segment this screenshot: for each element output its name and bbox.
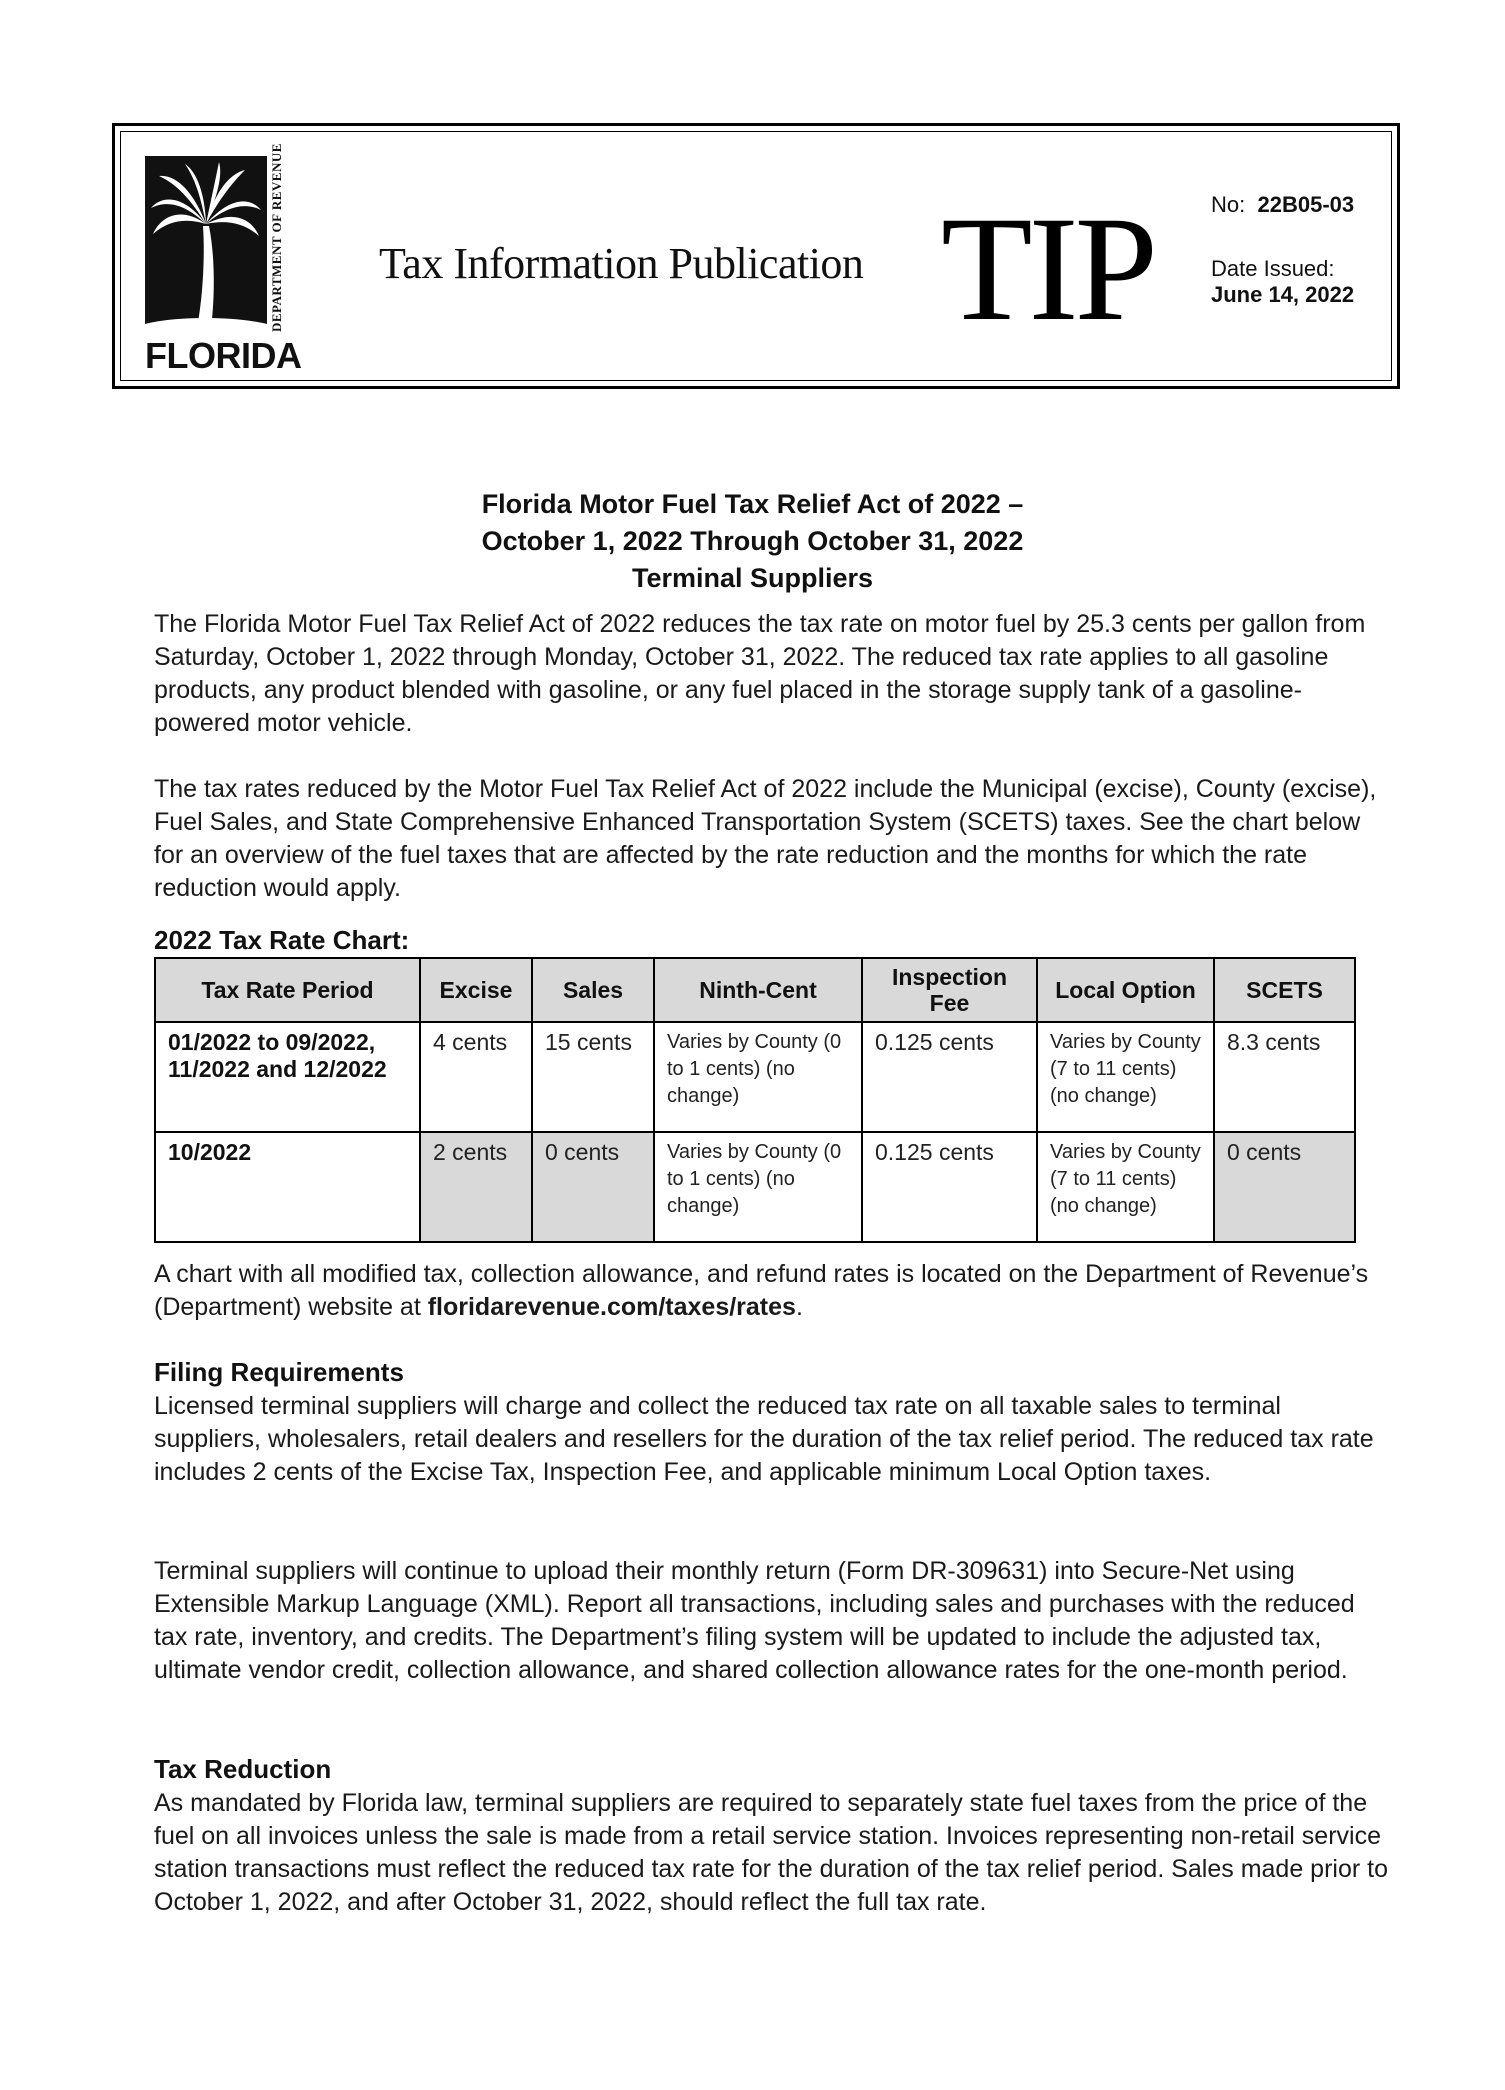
filing-paragraph-2: Terminal suppliers will continue to upload their monthly return (Form DR-309631) into Secure-Net using Extensible Markup Language (XML). Report all transactions, including sales and purchases with the reduced tax rate, inventory, and credits. The Department’s filing system will be updated to include the adjusted tax, ultimate vendor credit, collection allowance, and shared collection allowance rates for the one-month period.: [154, 1557, 1355, 1684]
number-value: 22B05-03: [1257, 192, 1355, 217]
column-header: Sales: [532, 958, 654, 1022]
chart-heading: 2022 Tax Rate Chart:: [154, 925, 410, 955]
intro-paragraph-2: The tax rates reduced by the Motor Fuel Tax Relief Act of 2022 include the Municipal (excise), County (excise), Fuel Sales, and State Comprehensive Enhanced Transportation System (SCETS) taxes. See the chart below for an overview of the fuel taxes that are affected by the rate reduction and the months for which the rate reduction would apply.: [154, 775, 1377, 902]
rates-link-text: A chart with all modified tax, collection allowance, and refund rates is located on the Department of Revenue’s (Department) website at: [154, 1260, 1369, 1321]
scets-cell: 0 cents: [1214, 1132, 1355, 1242]
rates-link-end: .: [795, 1293, 803, 1321]
column-header: Inspection Fee: [862, 958, 1037, 1022]
logo-florida-word: FLORIDA: [145, 335, 302, 376]
column-header: Ninth-Cent: [654, 958, 862, 1022]
scets-cell: 8.3 cents: [1214, 1022, 1355, 1132]
excise-cell: 4 cents: [420, 1022, 532, 1132]
title-line-1: Florida Motor Fuel Tax Relief Act of 2022 –: [481, 489, 1024, 519]
rates-link-paragraph: [154, 1258, 1394, 1324]
title-line-3: Terminal Suppliers: [631, 563, 874, 593]
column-header: Tax Rate Period: [155, 958, 420, 1022]
publication-meta: [1211, 192, 1354, 308]
florida-dor-logo: [145, 143, 309, 376]
tax-reduction-paragraph: As mandated by Florida law, terminal suppliers are required to separately state fuel taxes from the price of the fuel on all invoices unless the sale is made from a retail service station. Invoices representing non-retail service station transactions must reflect the reduced tax rate for the duration of the tax relief period. Sales made prior to October 1, 2022, and after October 31, 2022, should reflect the full tax rate.: [154, 1789, 1388, 1916]
number-label: No:: [1211, 192, 1246, 217]
ninth-cent-cell: Varies by County (0 to 1 cents) (no change): [654, 1132, 862, 1242]
intro-paragraph-1: The Florida Motor Fuel Tax Relief Act of 2022 reduces the tax rate on motor fuel by 25.3 cents per gallon from Saturday, October 1, 2022 through Monday, October 31, 2022. The reduced tax rate applies to all gasoline products, any product blended with gasoline, or any fuel placed in the storage supply tank of a gasoline-powered motor vehicle.: [154, 610, 1366, 737]
tax-reduction-heading: Tax Reduction: [154, 1754, 332, 1784]
period-cell: 01/2022 to 09/2022, 11/2022 and 12/2022: [155, 1022, 420, 1132]
ninth-cent-cell: Varies by County (0 to 1 cents) (no change): [654, 1022, 862, 1132]
tip-header: [112, 123, 1400, 389]
date-value: June 14, 2022: [1211, 282, 1355, 307]
inspection-fee-cell: 0.125 cents: [862, 1022, 1037, 1132]
palm-tree-icon: [145, 156, 267, 332]
sales-cell: 15 cents: [532, 1022, 654, 1132]
logo-department-text: DEPARTMENT OF REVENUE: [269, 143, 284, 332]
inspection-fee-cell: 0.125 cents: [862, 1132, 1037, 1242]
rates-website-link[interactable]: floridarevenue.com/taxes/rates: [427, 1293, 796, 1321]
filing-requirements-heading: Filing Requirements: [154, 1357, 404, 1387]
date-row: [1211, 256, 1354, 308]
number-row: [1211, 192, 1354, 218]
tax-rate-table: [154, 957, 1356, 1243]
excise-cell: 2 cents: [420, 1132, 532, 1242]
sales-cell: 0 cents: [532, 1132, 654, 1242]
header-inner-border: [120, 131, 1392, 381]
local-option-cell: Varies by County (7 to 11 cents) (no change): [1037, 1022, 1214, 1132]
table-row: [155, 1132, 1355, 1242]
period-cell: 10/2022: [155, 1132, 420, 1242]
column-header: SCETS: [1214, 958, 1355, 1022]
table-row: [155, 1022, 1355, 1132]
local-option-cell: Varies by County (7 to 11 cents) (no change): [1037, 1132, 1214, 1242]
tip-label: TIP: [941, 186, 1154, 352]
table-header-row: [155, 958, 1355, 1022]
date-label: Date Issued:: [1211, 256, 1335, 281]
filing-paragraph-1: Licensed terminal suppliers will charge and collect the reduced tax rate on all taxable sales to terminal suppliers, wholesalers, retail dealers and resellers for the duration of the tax relief period. The reduced tax rate includes 2 cents of the Excise Tax, Inspection Fee, and applicable minimum Local Option taxes.: [154, 1392, 1374, 1486]
publication-title: Tax Information Publication: [379, 239, 864, 288]
column-header: Local Option: [1037, 958, 1214, 1022]
document-title: [0, 486, 1505, 597]
title-line-2: October 1, 2022 Through October 31, 2022: [481, 526, 1024, 556]
column-header: Excise: [420, 958, 532, 1022]
